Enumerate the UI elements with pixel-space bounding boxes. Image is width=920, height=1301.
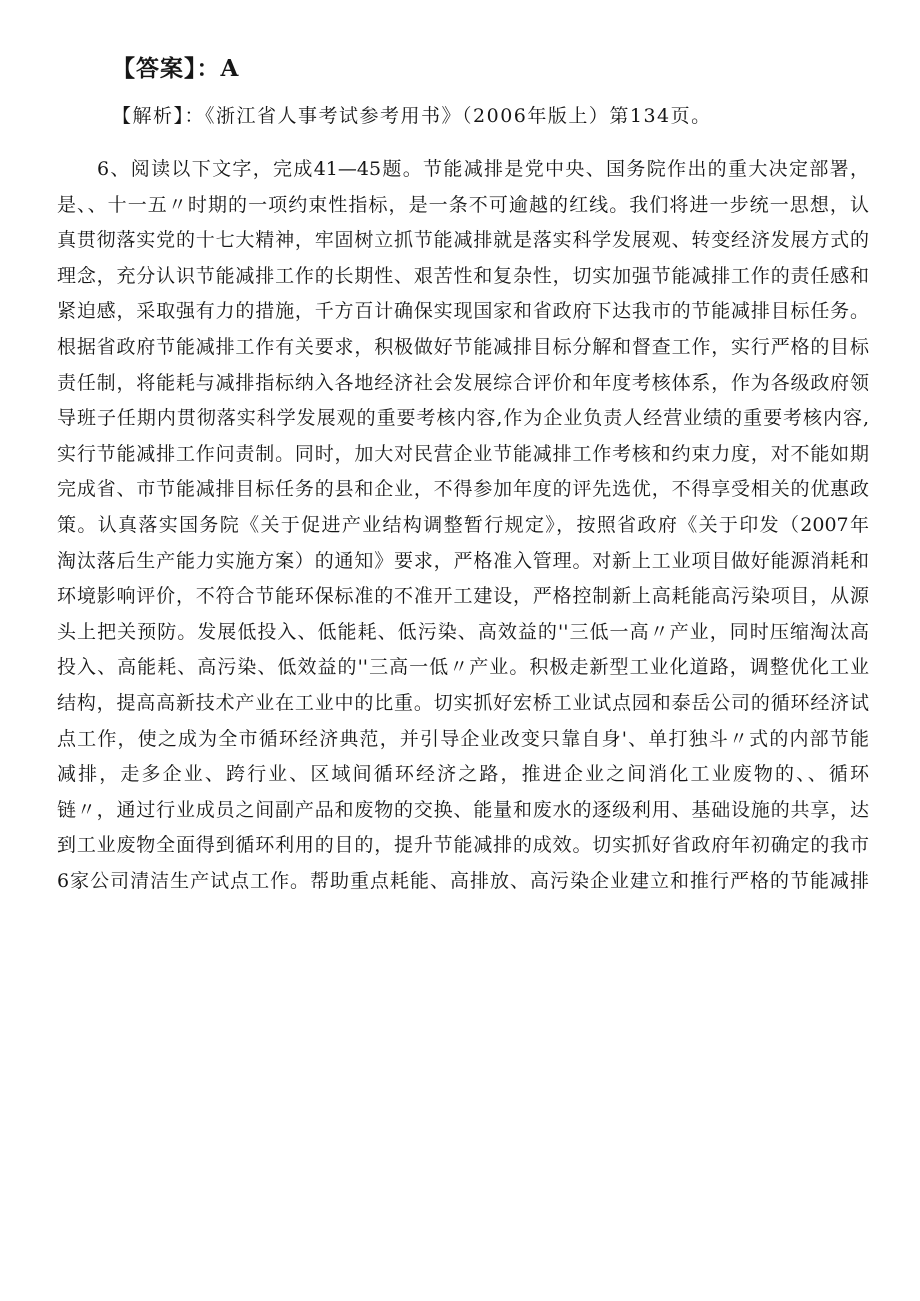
passage-line: 是、、十一五〃时期的一项约束性指标，是一条不可逾越的红线。我们将进一步统一思想，认 [57, 193, 869, 216]
passage-line: 导班子任期内贯彻落实科学发展观的重要考核内容,作为企业负责人经营业绩的重要考核内容, [57, 407, 869, 430]
passage-line: 策。认真落实国务院《关于促进产业结构调整暂行规定》，按照省政府《关于印发（2007年 [57, 513, 869, 536]
passage-line: 结构，提高高新技术产业在工业中的比重。切实抓好宏桥工业试点园和泰岳公司的循环经济试 [57, 691, 869, 714]
analysis-line [112, 101, 712, 128]
passage-line: 真贯彻落实党的十七大精神，牢固树立抓节能减排就是落实科学发展观、转变经济发展方式的 [57, 229, 869, 252]
passage-line: 紧迫感，采取强有力的措施，千方百计确保实现国家和省政府下达我市的节能减排目标任务。 [57, 300, 869, 323]
passage-line: 点工作，使之成为全市循环经济典范，并引导企业改变只靠自身'、单打独斗〃式的内部节能 [57, 727, 869, 750]
passage-line: 链〃，通过行业成员之间副产品和废物的交换、能量和废水的逐级利用、基础设施的共享，达 [57, 798, 869, 821]
question-passage [57, 152, 869, 899]
passage-line: 6、阅读以下文字，完成41—45题。节能减排是党中央、国务院作出的重大决定部署， [97, 158, 869, 180]
passage-line: 淘汰落后生产能力实施方案）的通知》要求，严格准入管理。对新上工业项目做好能源消耗和 [57, 549, 869, 572]
passage-line: 减排，走多企业、跨行业、区域间循环经济之路，推进企业之间消化工业废物的、、循环 [57, 763, 869, 786]
passage-line: 6家公司清洁生产试点工作。帮助重点耗能、高排放、高污染企业建立和推行严格的节能减排 [57, 869, 869, 892]
answer-value: ：A [196, 55, 240, 82]
analysis-text: ：《浙江省人事考试参考用书》（2006年版上）第134页。 [184, 105, 712, 127]
passage-line: 责任制，将能耗与减排指标纳入各地经济社会发展综合评价和年度考核体系，作为各级政府领 [57, 371, 869, 394]
passage-line: 头上把关预防。发展低投入、低能耗、低污染、高效益的''三低一高〃产业，同时压缩淘汰高 [57, 620, 869, 643]
answer-line [112, 50, 239, 83]
passage-line: 根据省政府节能减排工作有关要求，积极做好节能减排目标分解和督查工作，实行严格的目标 [57, 335, 869, 358]
passage-line: 到工业废物全面得到循环利用的目的，提升节能减排的成效。切实抓好省政府年初确定的我市 [57, 834, 869, 857]
analysis-label: 【解析】 [112, 105, 185, 127]
passage-line: 完成省、市节能减排目标任务的县和企业，不得参加年度的评先选优，不得享受相关的优惠政 [57, 478, 869, 501]
passage-line: 理念，充分认识节能减排工作的长期性、艰苦性和复杂性，切实加强节能减排工作的责任感和 [57, 264, 869, 287]
passage-line: 实行节能减排工作问责制。同时，加大对民营企业节能减排工作考核和约束力度，对不能如期 [57, 442, 869, 465]
answer-label: 【答案】 [112, 55, 197, 82]
passage-line: 投入、高能耗、高污染、低效益的''三高一低〃产业。积极走新型工业化道路，调整优化工业 [57, 656, 869, 679]
passage-line: 环境影响评价，不符合节能环保标准的不准开工建设，严格控制新上高耗能高污染项目，从源 [57, 585, 869, 608]
